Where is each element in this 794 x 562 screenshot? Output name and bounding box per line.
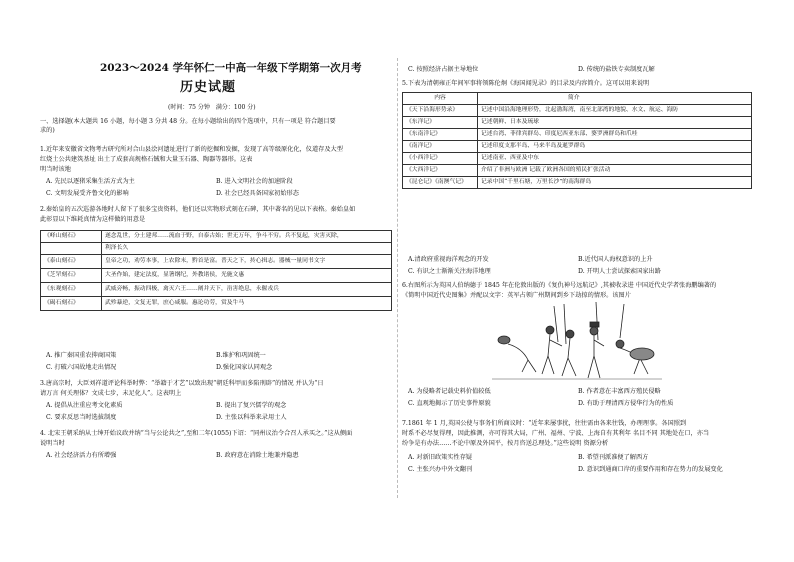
instructions-line: 求的) [40,127,55,134]
option-a: A. 提倡从注重应考文化素质 [46,402,123,409]
table-cell: 介绍了非洲与欧洲 记载了欧洲各国的殖民扩张活动 [478,165,752,177]
table-row [403,165,752,177]
table-row [403,105,752,117]
question-text: 《简明中国近代史图集》并配以文字：英军占领广州期间到乡下劫掠的情形。该图片 [402,292,631,299]
option-c: C. 主张兴办中外文翻刊 [408,466,473,473]
table-cell: 记述台湾、菲律宾群岛、印度尼西亚东部、婆罗洲群岛和爪哇 [478,129,752,141]
option-a: A. 社会经济活力有所增强 [46,452,117,459]
option-c: C. 有识之士渐渐关注海洋地理 [408,268,491,275]
option-c: C. 要求反思当时选拔制度 [46,414,117,421]
table-cell: 记述中国沿海地理形势，北起渤海湾，南至北部湾的地貌、水文、航运、海防 [478,105,752,117]
question-text: 红烧土公共建筑基址 出土了成套高规格石铖和大量玉石器、陶器等器形。这表 [40,156,253,163]
table-cell: 《天下沿海形势录》 [403,105,478,117]
table-cell: 记述朝鲜、日本及琉球 [478,117,752,129]
option-b: B. 作者意在丰富西方殖民侵略 [578,388,661,395]
option-d: D. 社会已经具备国家初始形态 [216,190,299,197]
question-text: 2.秦始皇的五次巡游各地时人留下了很多宝贵资料，他们还以实物形式刻在石碑，其中著名的见以下表格。秦始皇如 [40,206,356,213]
table-row [41,283,392,297]
table-row [41,255,392,269]
instructions-line: 一、选择题(本大题共 16 小题，每小题 3 分共 48 分。在每小题给出的四个选项中，只有一项是 符合题目要 [40,118,336,125]
table-cell: 《峄山刻石》 [41,231,102,243]
question-text: 请万言 何关理体？文成七步，未足化人”。这表明上 [40,390,182,397]
option-d: D.强化国家认同观念 [216,364,273,371]
option-b: B. 希望刊派准便了解西方 [578,454,649,461]
table-cell: 《小西洋记》 [403,153,478,165]
table-cell: 《东洋记》 [403,117,478,129]
option-b: B.维护和巩固统一 [216,352,266,359]
table-row [41,269,392,283]
question-text: 明当时该地 [40,166,71,173]
question-text: 时系不必尽复得理，因此推测，亦可得其大局，广州、福州、宁波、上海自有其利年 名目不同 其地处在口，亦当 [402,430,710,437]
question-text: 1.近年来安徽省文物考古研究所对合山县浍河遗址进行了新的挖掘和发掘，发现了高等级原化化，仪道存及大型 [40,146,343,153]
exam-meta: (时间：75 分钟 满分：100 分) [168,104,256,111]
table-cell: 记述印度支那半岛、马来半岛及暹罗群岛 [478,141,752,153]
table-header: 简介 [478,93,752,105]
catalog-table [402,92,752,189]
question-text: 6.右图所示为英国人伯纳德于 1845 年在伦敦出版的《复仇神号远航记》,其被收录进 中国近代史学者张海鹏编著的 [402,282,717,289]
option-b: B. 提出了复兴儒学的观念 [216,402,287,409]
table-row [403,141,752,153]
option-a: A. 对新旧政策实性存疑 [408,454,473,461]
table-cell: 《昆仑记》《南澳气记》 [403,177,478,189]
table-cell: 《碣石刻石》 [41,297,102,311]
table-row [403,117,752,129]
question-text: 此彰显以下维耗真情为这样做的用意是 [40,216,146,223]
question-text: 7.1861 年 1 月,英国公使与事务们所商议时：“近年来屡事扰，往往需由各来往钱，办理理事。各国照到 [402,420,687,427]
question-text: 3.唐高宗时，大臣刘祥道评论科举时弊：“举籍于才艺”以致出现“朝廷科甲而多陷刑辟”的情况 并认为“日 [40,380,324,387]
table-row [403,129,752,141]
option-c: C. 按照经济占据主导地位 [408,66,479,73]
inscription-table [40,230,392,311]
table-cell: 大圣作始，建定法度，显箸纲纪，外教诸侯，光施文惠 [102,269,392,283]
option-a: A.清政府重视海洋观念的开发 [408,256,489,263]
option-a: A. 先民以逐猪采集生活方式为主 [46,178,135,185]
table-row [41,243,392,255]
exam-title: 2023～2024 学年怀仁一中高一年级下学期第一次月考 [100,62,362,74]
table-cell: 记述南亚、西亚及中东 [478,153,752,165]
question-text: 5.下表为清朝雍正年间军事将领陈伦炯《海国闻见录》的目录及内容简介。这可以用来说明 [402,80,650,87]
option-d: D. 有助于理清西方侵华行为的性质 [578,400,674,407]
table-header: 内容 [403,93,478,105]
table-header-row [403,93,752,105]
question-text: 说明当时 [40,440,65,447]
table-row [403,153,752,165]
table-row [41,231,392,243]
table-cell: 武殄暴逆，文复无罪，庶心咸服。惠论功劳，赏及牛马 [102,297,392,311]
table-cell: 《芝罘刻石》 [41,269,102,283]
option-b: B. 进入文明社会的加速阶段 [216,178,293,185]
table-cell: 《大西洋记》 [403,165,478,177]
table-cell [41,243,102,255]
option-b: B.近代国人海权意识的上升 [578,256,653,263]
option-c: C. 直观地揭示了历史事件原貌 [408,400,491,407]
table-cell: 《泰山刻石》 [41,255,102,269]
historical-engraving-image [492,300,662,382]
option-b: B. 政府意在消除土地兼并隐患 [216,452,299,459]
table-cell: 遂念乱世，分土建邦……流血于野，自泰古始；世无万年，争斗不穷。兵不复起，灾害灭除， [102,231,392,243]
question-text: 4. 北宋王朝采纳从士绅开始议政并纳“当与公论共之”,至和二年(1055)下诏：“同州议治令合召人承买之。”这从侧面 [40,430,353,437]
column-divider [397,58,398,498]
option-a: A. 推广秦国重农抑商国策 [46,352,117,359]
table-cell: 记录中国“千里石塘，万里长沙”的南海群岛 [478,177,752,189]
table-row [403,177,752,189]
table-cell: 《东观刻石》 [41,283,102,297]
option-c: C. 打破六国故地走出情况 [46,364,117,371]
table-cell: 皇帝之功，劝劳本事，上农除末，黔首是富。普天之下，抟心揖志。器械一量同书文字 [102,255,392,269]
option-d: D. 传统的盐铁专卖制度瓦解 [578,66,655,73]
option-d: D. 开明人士尝试探索国家出路 [578,268,661,275]
option-d: D. 意识到通商口岸的重要作用和存在势力的发展变化 [578,466,723,473]
subject-title: 历史试题 [180,80,237,95]
table-row [41,297,392,311]
question-text: 纷争是有办法……不论中原及外国平，按月咨送总理处。”这些说明 资源分析 [402,440,609,447]
table-cell: 《南洋记》 [403,141,478,153]
option-a: A. 为侵略者记载史料价值较低 [408,388,491,395]
option-c: C. 文明发展受齐鲁文化的影响 [46,190,129,197]
option-d: D. 主张以科举来录用士人 [216,414,287,421]
table-cell: 利泽长久 [102,243,392,255]
table-cell: 《东南洋记》 [403,129,478,141]
table-cell: 武威旁畅，振动四极，禽灭六王……阐并天下，甾害绝息，永偃戎兵 [102,283,392,297]
